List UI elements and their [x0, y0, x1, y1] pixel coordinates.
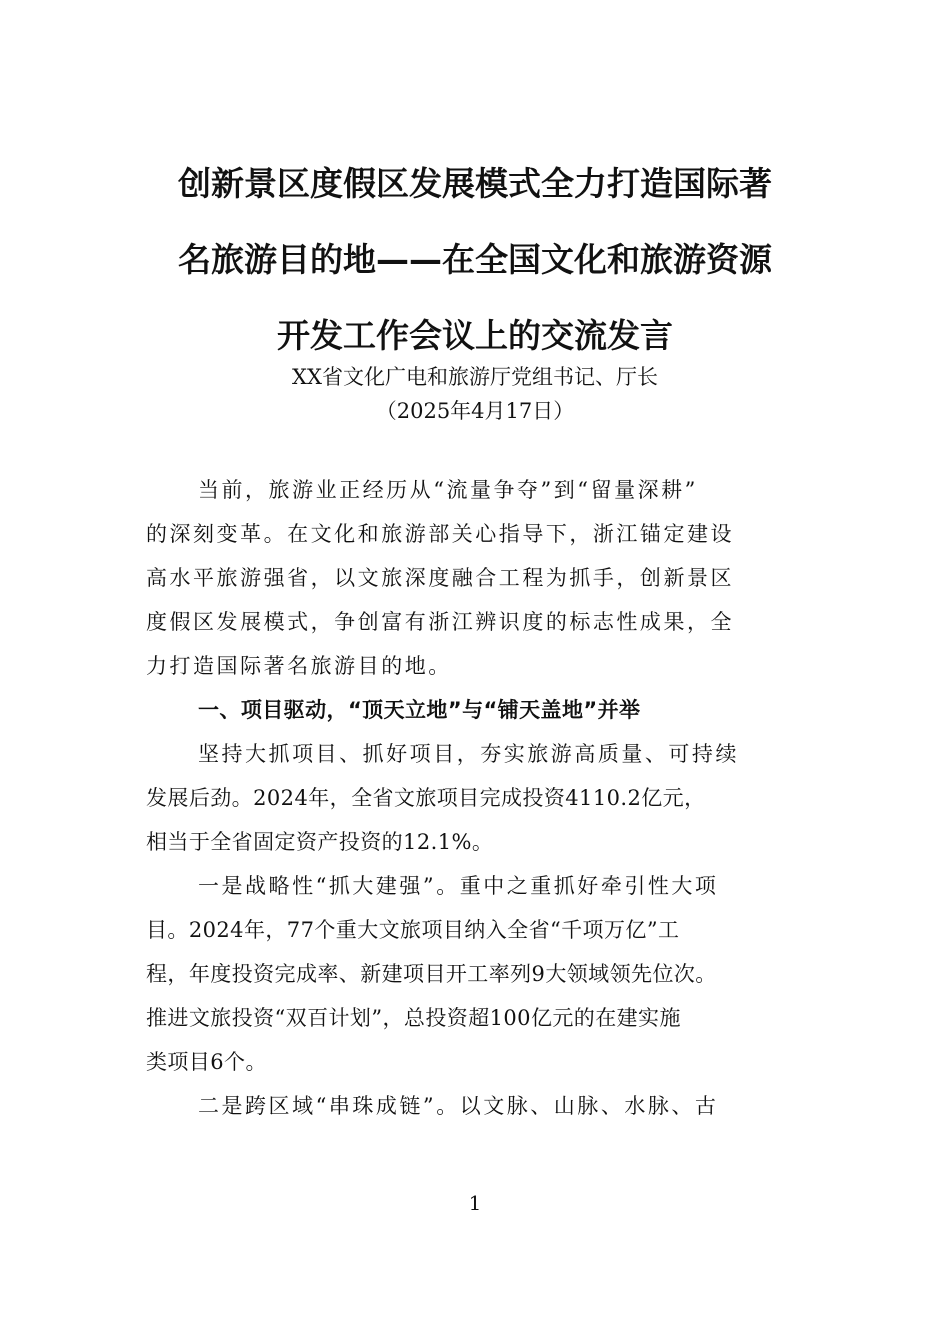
body-line: 高水平旅游强省，以文旅深度融合工程为抓手，创新景区	[146, 566, 734, 590]
body-line: 一是战略性“抓大建强”。重中之重抓好牵引性大项	[198, 874, 719, 898]
title-line-3: 开发工作会议上的交流发言	[277, 316, 673, 355]
body-line: 力打造国际著名旅游目的地。	[146, 654, 452, 678]
body-line: 当前，旅游业正经历从“流量争夺”到“留量深耕”	[198, 478, 698, 502]
body-line: 坚持大抓项目、抓好项目，夯实旅游高质量、可持续	[198, 742, 739, 766]
page-number: 1	[468, 1191, 482, 1215]
title-line-1: 创新景区度假区发展模式全力打造国际著	[178, 164, 772, 203]
body-line: 发展后劲。2024年，全省文旅项目完成投资4110.2亿元，	[146, 786, 706, 810]
body-line: 二是跨区域“串珠成链”。以文脉、山脉、水脉、古	[198, 1094, 719, 1118]
author-line: XX省文化广电和旅游厅党组书记、厅长	[292, 365, 658, 389]
body-line: 类项目6个。	[146, 1050, 267, 1074]
date-line: （2025年4月17日）	[375, 399, 575, 423]
document-body	[146, 468, 810, 1128]
document-title	[140, 146, 810, 374]
body-line: 目。2024年，77个重大文旅项目纳入全省“千项万亿”工	[146, 918, 680, 942]
section-heading: 一、项目驱动，“顶天立地”与“铺天盖地”并举	[198, 698, 641, 722]
body-line: 程，年度投资完成率、新建项目开工率列9大领域领先位次。	[146, 962, 717, 986]
body-line: 相当于全省固定资产投资的12.1%。	[146, 830, 494, 854]
body-line: 推进文旅投资“双百计划”，总投资超100亿元的在建实施	[146, 1006, 681, 1030]
body-line: 的深刻变革。在文化和旅游部关心指导下，浙江锚定建设	[146, 522, 734, 546]
title-line-2: 名旅游目的地——在全国文化和旅游资源	[178, 240, 772, 279]
body-line: 度假区发展模式，争创富有浙江辨识度的标志性成果，全	[146, 610, 734, 634]
